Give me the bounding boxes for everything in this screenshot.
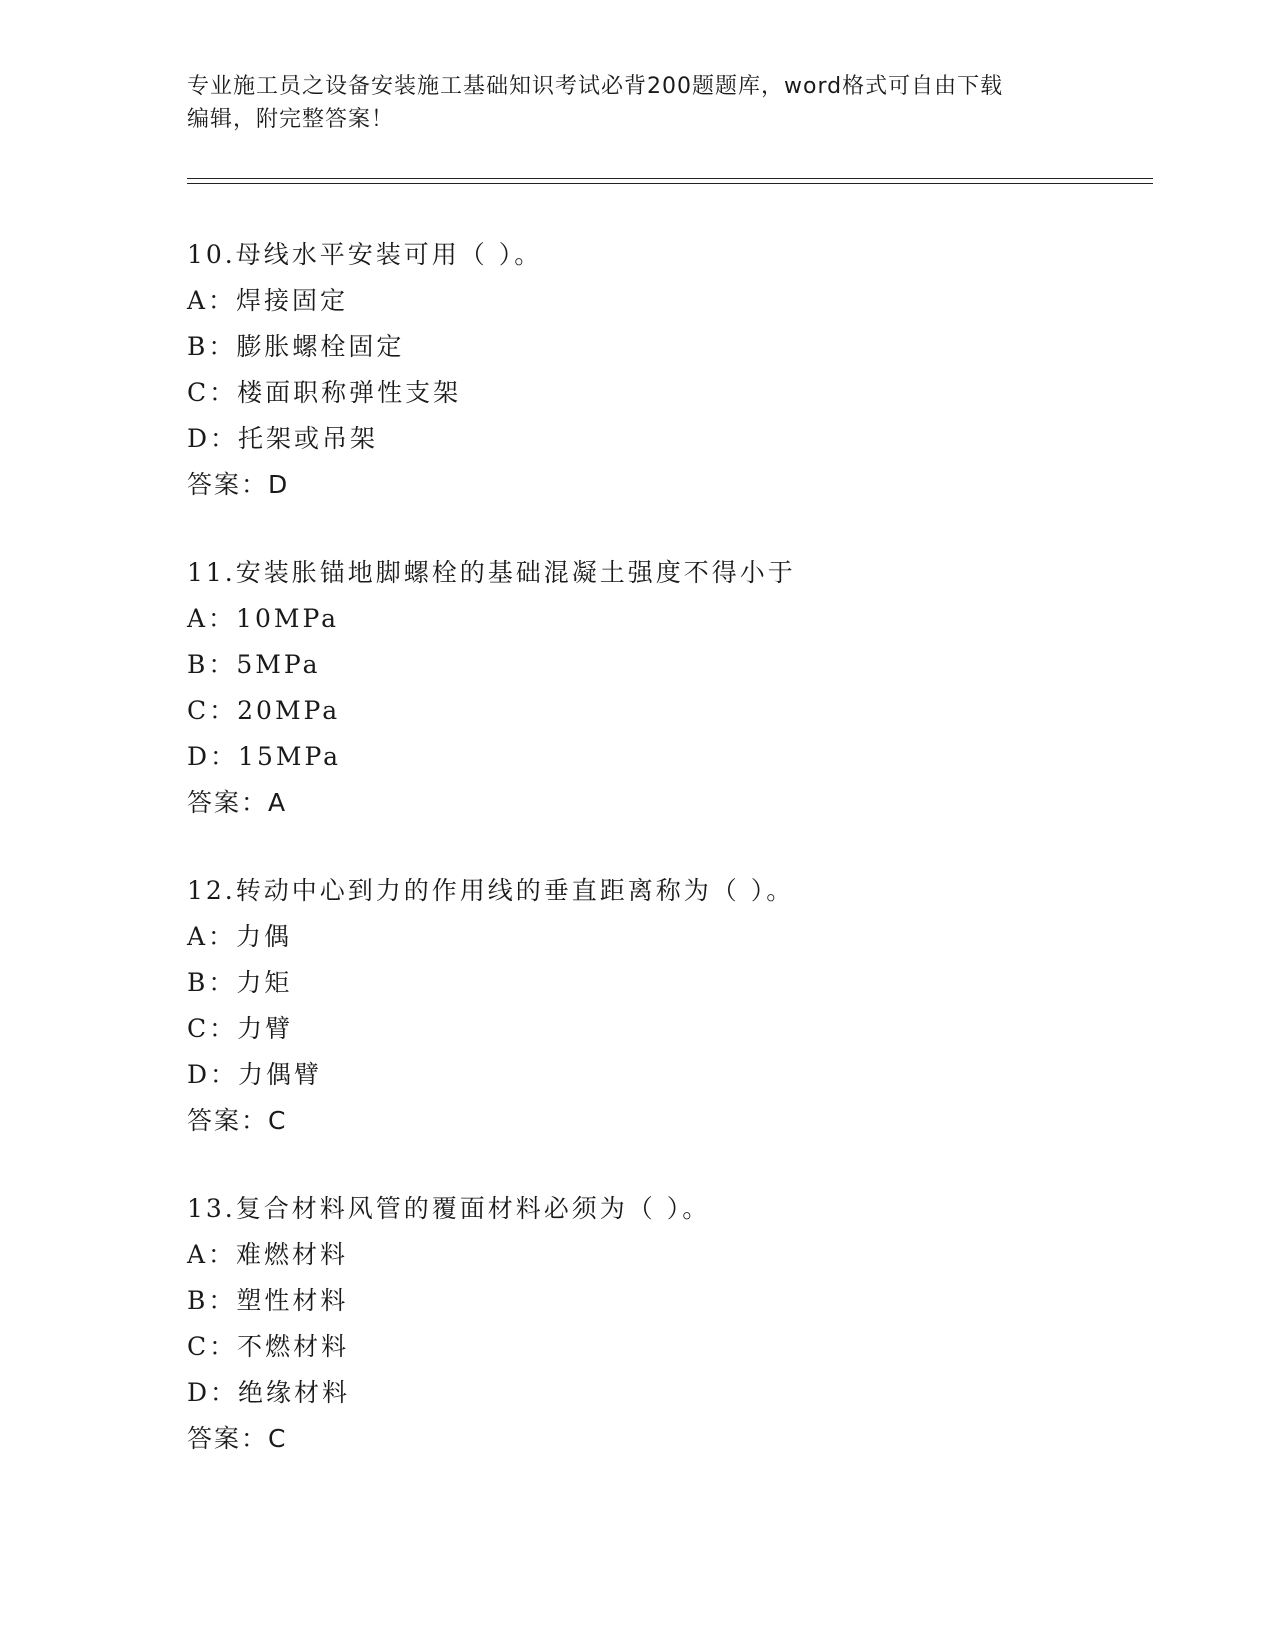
option-b: B：膨胀螺栓固定 [187,332,405,361]
option-d: D：15MPa [187,742,342,771]
document-header [187,70,1087,136]
option-c: C：不燃材料 [187,1332,350,1361]
question-stem: 10.母线水平安装可用（ ）。 [187,240,543,269]
header-divider-top [187,178,1153,179]
question-stem: 13.复合材料风管的覆面材料必须为（ ）。 [187,1194,711,1223]
question-11 [187,550,1087,826]
option-b: B：塑性材料 [187,1286,349,1315]
option-d: D：托架或吊架 [187,424,379,453]
answer: 答案：C [187,1424,288,1453]
option-a: A：力偶 [187,922,293,951]
header-line-2: 编辑，附完整答案！ [187,107,395,132]
question-stem: 11.安装胀锚地脚螺栓的基础混凝土强度不得小于 [187,558,796,587]
question-stem: 12.转动中心到力的作用线的垂直距离称为（ ）。 [187,876,795,905]
option-a: A：10MPa [187,604,340,633]
question-12 [187,868,1087,1144]
header-divider-bottom [187,183,1153,184]
option-c: C：楼面职称弹性支架 [187,378,462,407]
option-b: B：力矩 [187,968,293,997]
option-d: D：力偶臂 [187,1060,323,1089]
option-a: A：焊接固定 [187,286,349,315]
option-c: C：力臂 [187,1014,294,1043]
option-a: A：难燃材料 [187,1240,349,1269]
option-d: D：绝缘材料 [187,1378,351,1407]
header-line-1: 专业施工员之设备安装施工基础知识考试必背200题题库，word格式可自由下载 [187,74,1004,99]
answer: 答案：C [187,1106,288,1135]
option-c: C：20MPa [187,696,341,725]
answer: 答案：D [187,470,290,499]
option-b: B：5MPa [187,650,321,679]
question-10 [187,232,1087,508]
question-13 [187,1186,1087,1462]
answer: 答案：A [187,788,288,817]
